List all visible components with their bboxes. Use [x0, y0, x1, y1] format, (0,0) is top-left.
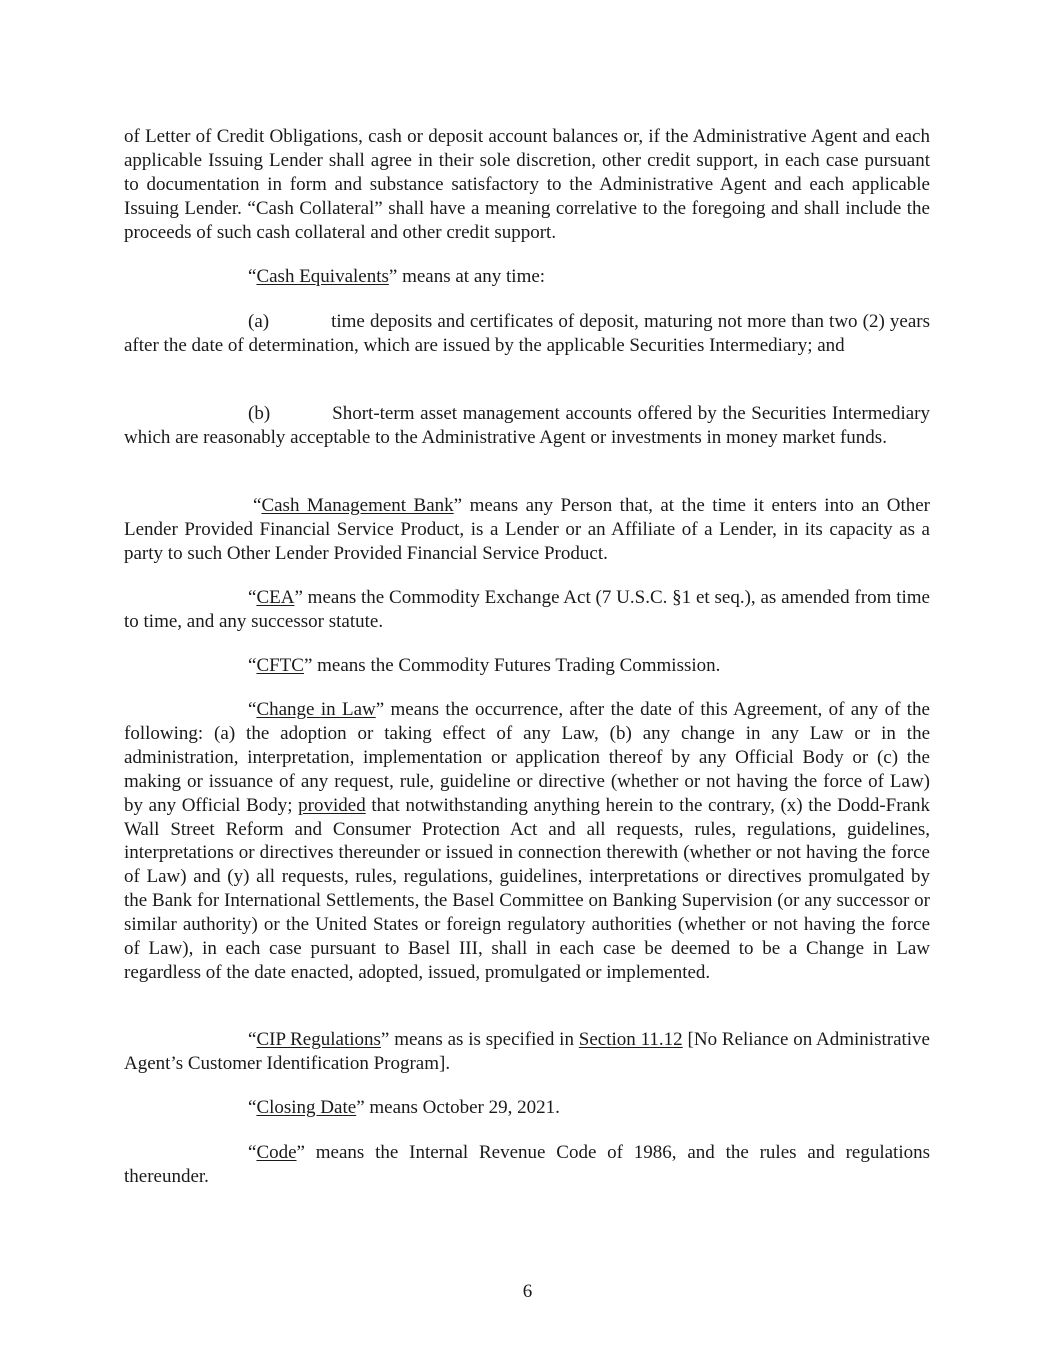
clause-label: (a)	[248, 311, 270, 332]
definition-text: ” means the Commodity Exchange Act (7 U.S.C. §1 et seq.), as amended from time to time, and any successor statute.	[124, 587, 930, 632]
definition-cea	[124, 586, 930, 634]
section-reference: Section 11.12	[578, 1029, 683, 1050]
term-provided: provided	[298, 794, 366, 816]
definition-cash-management-bank	[124, 494, 930, 566]
quote-open: “	[248, 587, 257, 608]
definition-cash-collateral-continued	[124, 125, 930, 245]
quote-open: “	[248, 699, 257, 720]
defined-term-cash-management-bank: Cash Management Bank	[261, 495, 454, 516]
definition-cftc	[124, 654, 930, 678]
defined-term-cftc: CFTC	[256, 655, 304, 676]
defined-term-closing-date: Closing Date	[256, 1097, 357, 1118]
definition-text: ” means the Internal Revenue Code of 1986, and the rules and regulations thereunder.	[124, 1142, 930, 1187]
definition-text: ” means the Commodity Futures Trading Commission.	[303, 655, 721, 676]
definition-text-continued: that notwithstanding anything herein to the contrary, (x) the Dodd-Frank Wall Street Reform and Consumer Protection Act and all requests, rules, regulations, guidelines, interpretations or directives thereunder or issued in connection therewith (whether or not having the force of Law) and (y) all requests, rules, regulations, guidelines, interpretations or directives promulgated by the Bank for International Settlements, the Basel Committee on Banking Supervision (or any successor or similar authority) or the United States or foreign regulatory authorities (whether or not having the force of Law), in each case pursuant to Basel III, shall in each case be deemed to be a Change in Law regardless of the date enacted, adopted, issued, promulgated or implemented.	[124, 794, 930, 983]
definition-text: ” means at any time:	[388, 266, 546, 287]
definition-code	[124, 1141, 930, 1189]
quote-open: “	[248, 655, 257, 676]
quote-open: “	[253, 495, 262, 516]
cash-equivalents-clause-b	[124, 402, 930, 450]
cash-equivalents-clause-a	[124, 310, 930, 358]
quote-open: “	[248, 1142, 257, 1163]
definition-text: ” means October 29, 2021.	[356, 1097, 560, 1118]
clause-label: (b)	[248, 403, 271, 424]
defined-term-cip-regulations: CIP Regulations	[256, 1029, 381, 1050]
clause-text: Short-term asset management accounts offered by the Securities Intermediary which are reasonably acceptable to the Administrative Agent or investments in money market funds.	[124, 403, 930, 448]
paragraph-cash-collateral: of Letter of Credit Obligations, cash or deposit account balances or, if the Administrative Agent and each applicable Issuing Lender shall agree in their sole discretion, other credit support, in each case pursuant to documentation in form and substance satisfactory to the Administrative Agent and each applicable Issuing Lender. “Cash Collateral” shall have a meaning correlative to the foregoing and shall include the proceeds of such cash collateral and other credit support.	[124, 126, 930, 243]
definition-text-continued: [No Reliance on Administrative Agent’s Customer Identification Program].	[124, 1029, 930, 1074]
definition-text: ” means any Person that, at the time it enters into an Other Lender Provided Financial Service Product, is a Lender or an Affiliate of a Lender, in its capacity as a party to such Other Lender Provided Financial Service Product.	[124, 495, 930, 564]
definition-change-in-law	[124, 698, 930, 985]
page-number: 6	[522, 1281, 533, 1302]
quote-open: “	[248, 266, 257, 287]
definition-cash-equivalents	[124, 265, 930, 289]
defined-term-cea: CEA	[256, 587, 295, 608]
defined-term-cash-equivalents: Cash Equivalents	[256, 266, 389, 287]
defined-term-code: Code	[256, 1142, 297, 1163]
quote-open: “	[248, 1029, 257, 1050]
clause-text: time deposits and certificates of deposit, maturing not more than two (2) years after the date of determination, which are issued by the applicable Securities Intermediary; and	[124, 311, 930, 356]
definition-text: ” means as is specified in	[380, 1029, 579, 1050]
definition-cip-regulations	[124, 1028, 930, 1076]
definition-closing-date	[124, 1096, 930, 1120]
definition-text: ” means the occurrence, after the date of this Agreement, of any of the following: (a) the adoption or taking effect of any Law, (b) any change in any Law or in the administration, interpretation, implementation or application thereof by any Official Body or (c) the making or issuance of any request, rule, guideline or directive (whether or not having the force of Law) by any Official Body;	[124, 699, 930, 816]
defined-term-change-in-law: Change in Law	[256, 699, 376, 720]
quote-open: “	[248, 1097, 257, 1118]
